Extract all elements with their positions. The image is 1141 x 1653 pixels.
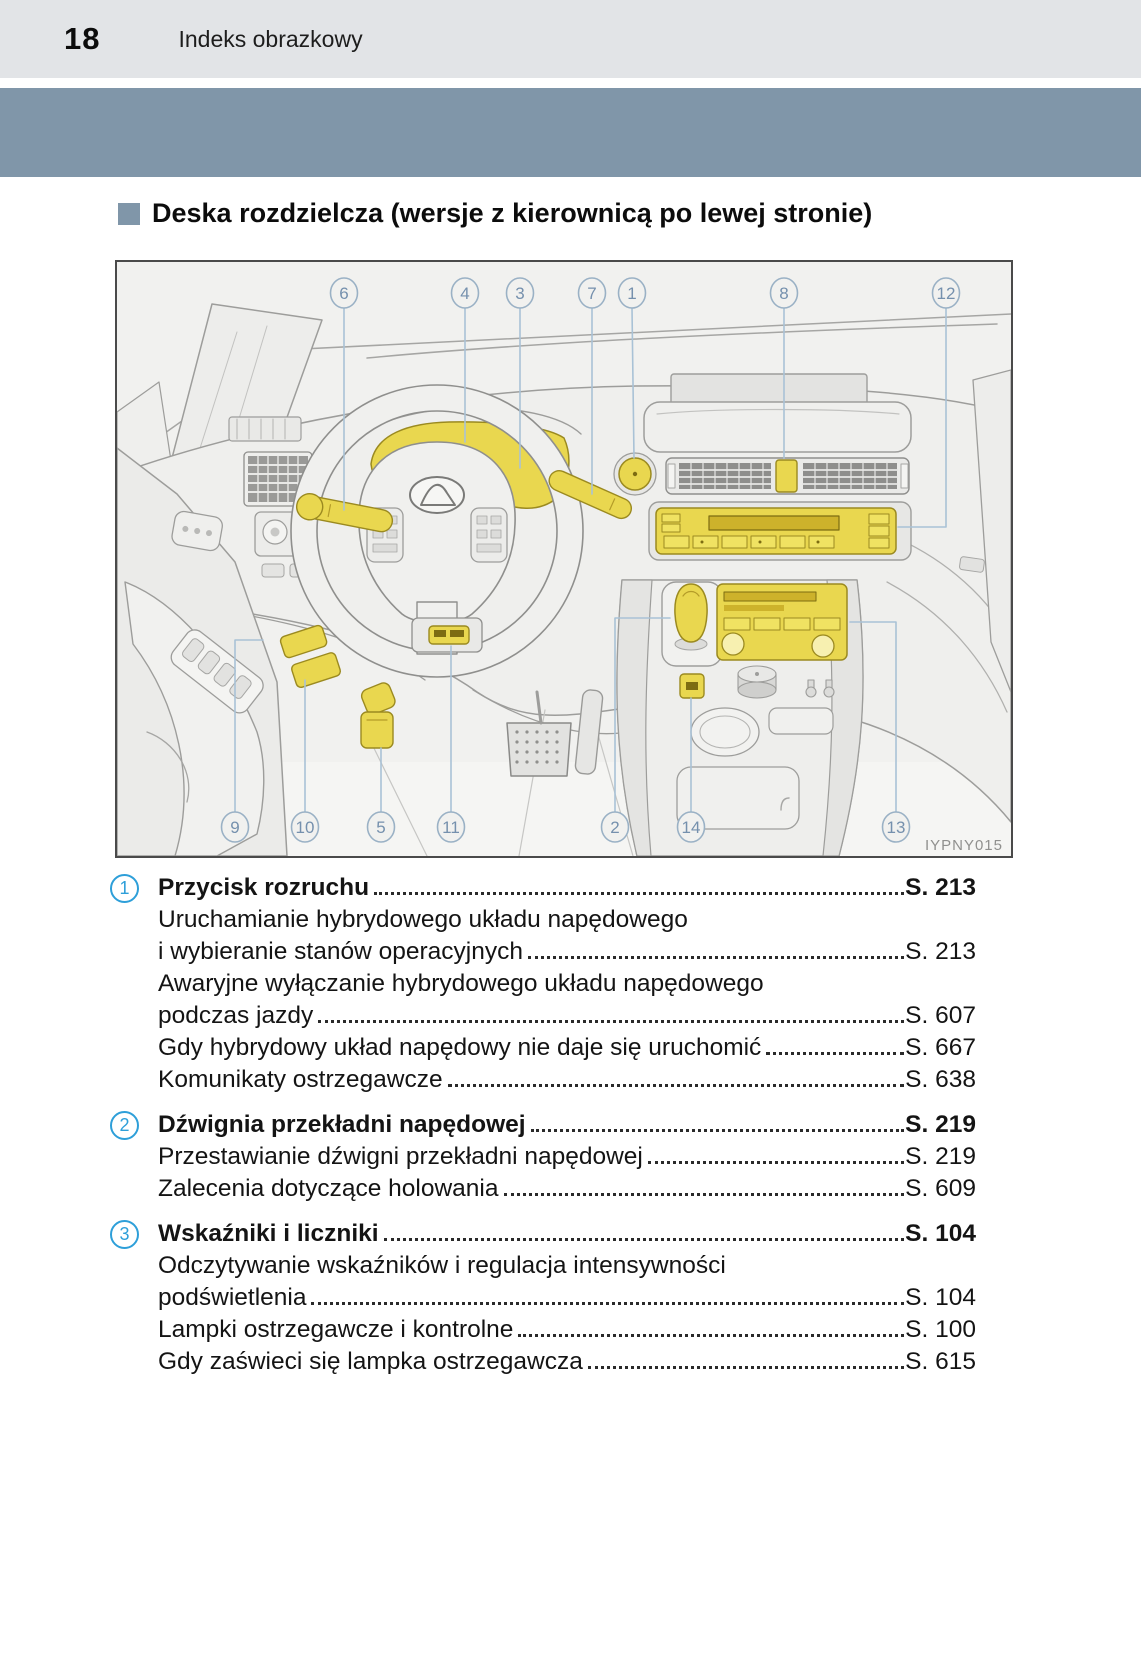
tilt-lock-lever <box>429 626 469 644</box>
page-reference: S. 638 <box>905 1066 976 1093</box>
section-heading <box>118 198 1078 229</box>
rotary-knob <box>738 666 776 698</box>
page-header <box>0 0 1141 78</box>
callout-number: 13 <box>886 818 906 837</box>
hazard-slot <box>776 460 797 492</box>
entry-continuation-line: Awaryjne wyłączanie hybrydowego układu napędowego <box>158 970 764 997</box>
shift-lever <box>675 584 707 642</box>
page-number: 18 <box>64 21 101 56</box>
dot-leader <box>588 1366 904 1369</box>
item-number-badge: 2 <box>110 1111 139 1140</box>
index-sub-row <box>158 1173 976 1205</box>
index-item <box>110 1218 976 1378</box>
callout-number: 14 <box>681 818 701 837</box>
index-item-title-row <box>110 1109 976 1141</box>
index-item <box>110 1109 976 1205</box>
index-item-title-row <box>110 872 976 904</box>
entry-label: podświetlenia <box>158 1284 307 1311</box>
callout-number: 4 <box>460 284 470 303</box>
hvac-panel <box>717 584 847 660</box>
callout-number: 1 <box>627 284 637 303</box>
page-reference: S. 213 <box>905 938 976 965</box>
console-button <box>680 674 704 698</box>
index-item <box>110 872 976 1096</box>
index-sub-row <box>158 936 976 968</box>
page-reference: S. 219 <box>905 1111 976 1138</box>
chapter-banner <box>0 88 1141 177</box>
dot-leader <box>384 1238 905 1241</box>
entry-label: podczas jazdy <box>158 1002 314 1029</box>
entry-label: Wskaźniki i liczniki <box>158 1220 379 1247</box>
dot-leader <box>318 1020 904 1023</box>
header-title: Indeks obrazkowy <box>178 25 363 52</box>
entry-continuation-line: Uruchamianie hybrydowego układu napędowego <box>158 906 688 933</box>
entry-label: Zalecenia dotyczące holowania <box>158 1175 499 1202</box>
center-air-vents <box>666 458 909 494</box>
callout-number: 9 <box>230 818 240 837</box>
entry-label: Przycisk rozruchu <box>158 874 370 901</box>
callout-number: 6 <box>339 284 349 303</box>
entry-label: Przestawianie dźwigni przekładni napędowej <box>158 1143 643 1170</box>
callout-number: 12 <box>936 284 956 303</box>
page-reference: S. 615 <box>905 1348 976 1375</box>
cupholder <box>691 708 759 756</box>
index-sub-row <box>158 1064 976 1096</box>
callout-number: 5 <box>376 818 386 837</box>
console-tray <box>769 708 833 734</box>
dot-leader <box>448 1084 905 1087</box>
section-title: Deska rozdzielcza (wersje z kierownicą po lewej stronie) <box>152 198 873 228</box>
entry-label: Gdy hybrydowy układ napędowy nie daje się uruchomić <box>158 1034 762 1061</box>
dot-leader <box>504 1193 905 1196</box>
callout-number: 10 <box>295 818 315 837</box>
index-sub-row <box>158 1314 976 1346</box>
callout-number: 7 <box>587 284 597 303</box>
callout-number: 8 <box>779 284 789 303</box>
dot-leader <box>766 1052 904 1055</box>
callout-number: 3 <box>515 284 525 303</box>
section-bullet-square <box>118 203 140 225</box>
entry-label: Gdy zaświeci się lampka ostrzegawcza <box>158 1348 583 1375</box>
dot-leader <box>374 892 904 895</box>
entry-label: Lampki ostrzegawcze i kontrolne <box>158 1316 514 1343</box>
item-number-badge: 1 <box>110 874 139 903</box>
page-reference: S. 100 <box>905 1316 976 1343</box>
page-reference: S. 609 <box>905 1175 976 1202</box>
entry-label: i wybieranie stanów operacyjnych <box>158 938 523 965</box>
dot-leader <box>311 1302 904 1305</box>
figure-code: IYPNY015 <box>924 837 1003 854</box>
right-spoke-buttons <box>471 508 507 562</box>
page-reference: S. 667 <box>905 1034 976 1061</box>
page-reference: S. 213 <box>905 874 976 901</box>
index-sub-row <box>158 1282 976 1314</box>
picture-index-list <box>110 872 976 1378</box>
index-sub-row <box>158 1141 976 1173</box>
dot-leader <box>528 956 904 959</box>
dot-leader <box>531 1129 905 1132</box>
lexus-logo <box>410 477 464 513</box>
start-button <box>614 453 656 495</box>
entry-continuation-line: Odczytywanie wskaźników i regulacja intensywności <box>158 1252 726 1279</box>
index-sub-row <box>158 1032 976 1064</box>
dashboard-figure <box>115 260 1013 858</box>
dot-leader <box>518 1334 904 1337</box>
index-sub-row <box>158 1000 976 1032</box>
index-item-title-row <box>110 1218 976 1250</box>
page-reference: S. 607 <box>905 1002 976 1029</box>
entry-label: Dźwignia przekładni napędowej <box>158 1111 526 1138</box>
callout-number: 11 <box>442 818 460 837</box>
page-reference: S. 104 <box>905 1284 976 1311</box>
audio-panel <box>649 502 911 560</box>
page-reference: S. 219 <box>905 1143 976 1170</box>
release-lever <box>360 681 398 748</box>
page-reference: S. 104 <box>905 1220 976 1247</box>
entry-label: Komunikaty ostrzegawcze <box>158 1066 443 1093</box>
callout-number: 2 <box>610 818 620 837</box>
dot-leader <box>648 1161 904 1164</box>
center-console <box>617 580 863 856</box>
dashboard-illustration <box>117 262 1011 856</box>
item-number-badge: 3 <box>110 1220 139 1249</box>
index-sub-row <box>158 1346 976 1378</box>
